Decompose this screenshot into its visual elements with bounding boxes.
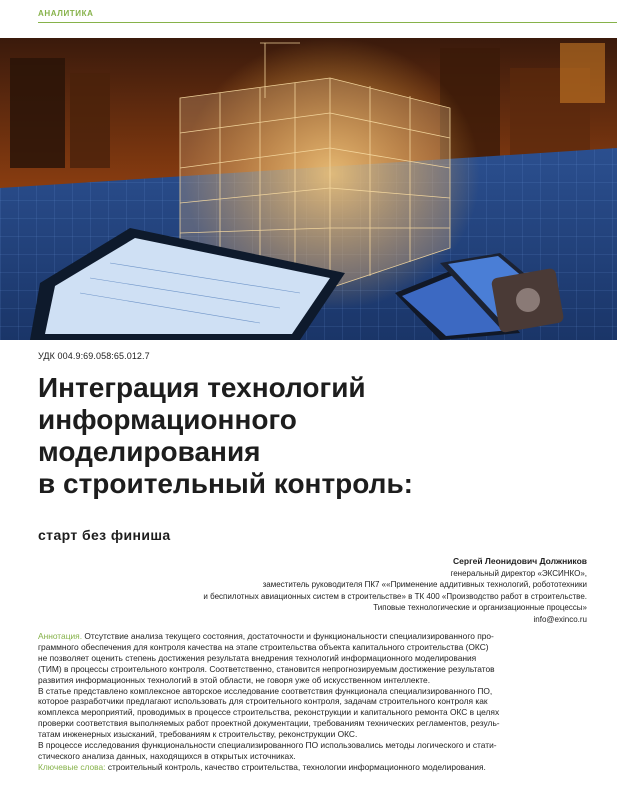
- keywords-line: Ключевые слова: строительный контроль, качество строительства, технологии информационного моделирования.: [38, 761, 486, 772]
- keywords-label: Ключевые слова:: [38, 761, 106, 772]
- udk-code: УДК 004.9:69.058:65.012.7: [38, 351, 150, 361]
- annotation-line: развития информационных технологий в этой области, не говоря уже об искусственном интеллекте.: [38, 674, 431, 685]
- annotation-line: (ТИМ) в процессы строительного контроля. Соответственно, становится непрогнозируемым достижение результатов: [38, 663, 495, 674]
- article-subtitle: старт без финиша: [38, 527, 171, 543]
- annotation-line: граммного обеспечения для контроля качества на этапе строительства объекта капитального строительства (ОКС): [38, 641, 489, 652]
- section-tag: АНАЛИТИКА: [38, 9, 94, 18]
- author-line: заместитель руководителя ПК7 ««Применение аддитивных технологий, робототехники: [262, 580, 587, 589]
- paragraph-line: В процессе исследования функциональности специализированного ПО использовались методы логического и стати-: [38, 740, 497, 751]
- paragraph-line: стического анализа данных, находящихся в открытых источниках.: [38, 750, 296, 761]
- paragraph-line: проверки соответствия выполняемых работ проектной документации, требованиям технических регламентов, резуль-: [38, 718, 500, 729]
- keywords: [38, 762, 586, 773]
- paragraph-2: [38, 686, 586, 741]
- annotation: [38, 631, 586, 686]
- title-line: информационного: [38, 404, 297, 435]
- author-line: Типовые технологические и организационные процессы»: [373, 603, 587, 612]
- article-body: [38, 631, 586, 773]
- annotation-label: Аннотация.: [38, 631, 83, 641]
- annotation-first-line: Аннотация. Отсутствие анализа текущего состояния, достаточности и функциональности специализированного про-: [38, 631, 494, 641]
- author-name: Сергей Леонидович Должников: [453, 556, 587, 566]
- paragraph-line: В статье представлено комплексное авторское исследование соответствия функционала специализированного ПО,: [38, 685, 493, 696]
- author-line: генеральный директор «ЭКСИНКО»,: [450, 568, 587, 578]
- article-title: [38, 372, 598, 500]
- paragraph-line: которое разработчики предлагают использовать для строительного контроля, задачам строительного контроля как: [38, 696, 488, 707]
- paragraph-line: комплекса мероприятий, проводимых в процессе строительства, реконструкции и капитального ремонта ОКС в целях: [38, 707, 500, 718]
- paragraph-3: [38, 740, 586, 762]
- paragraph-line: татам инженерных изысканий, требованиям к строительству, реконструкции ОКС.: [38, 729, 358, 740]
- title-line: моделирования: [38, 436, 261, 467]
- hero-illustration: [0, 38, 617, 340]
- annotation-line: не позволяет оценить степень достижения результата внедрения технологий информационного моделирования: [38, 652, 477, 663]
- title-line: Интеграция технологий: [38, 372, 366, 403]
- section-divider: [38, 22, 617, 23]
- author-email: info@exinco.ru: [533, 614, 587, 624]
- author-line: и беспилотных авиационных систем в строительстве» в ТК 400 «Производство работ в строительстве.: [203, 591, 587, 601]
- title-line: в строительный контроль:: [38, 468, 414, 499]
- author-info: [87, 556, 587, 625]
